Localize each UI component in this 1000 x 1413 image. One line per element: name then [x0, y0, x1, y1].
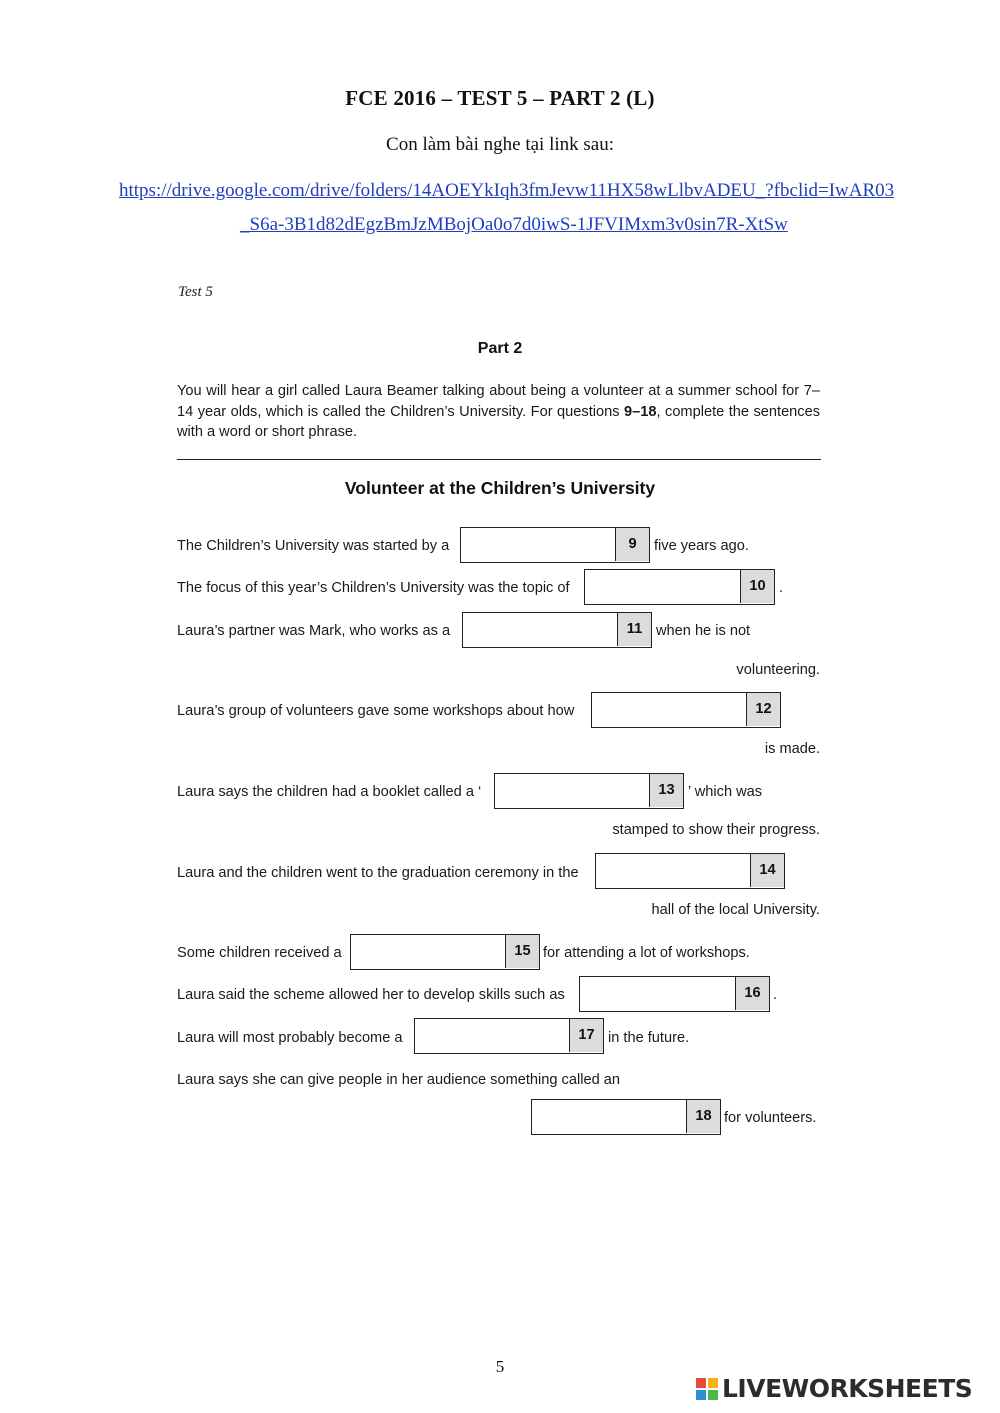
document-subtitle: Con làm bài nghe tại link sau: [386, 134, 614, 155]
section-heading: Volunteer at the Children’s University [344, 478, 656, 498]
question-9-answer-input[interactable] [461, 528, 616, 561]
question-9-text-before: The Children’s University was started by a [177, 538, 450, 554]
liveworksheets-brand-text: LIVEWORKSHEETS [722, 1374, 973, 1403]
question-18-text-after: for volunteers. [724, 1110, 817, 1126]
question-14-number: 14 [750, 854, 784, 887]
question-12-answer-input[interactable] [592, 693, 747, 726]
question-13-text-before: Laura says the children had a booklet called a ‘ [177, 784, 482, 800]
question-16-answer-input[interactable] [580, 977, 736, 1010]
question-18-answer-input[interactable] [532, 1100, 687, 1133]
question-18-text-before: Laura says she can give people in her audience something called an [177, 1072, 620, 1088]
question-13-number: 13 [649, 774, 683, 807]
question-16-number: 16 [735, 977, 769, 1010]
page-number: 5 [495, 1357, 505, 1376]
question-17-text-before: Laura will most probably become a [177, 1030, 403, 1046]
question-9-number: 9 [615, 528, 649, 561]
question-11-text-continued: volunteering. [736, 662, 820, 678]
question-12-text-continued: is made. [764, 741, 820, 757]
question-17-number: 17 [569, 1019, 603, 1052]
question-14-text-before: Laura and the children went to the graduation ceremony in the [177, 865, 579, 881]
drive-link-line-2[interactable]: _S6a-3B1d82dEgzBmJzMBojOa0o7d0iwS-1JFVIMxm3v0sin7R-XtSw [240, 214, 788, 235]
question-16-text-after: . [773, 987, 778, 1003]
question-11-answer-input[interactable] [463, 613, 618, 646]
question-14-text-continued: hall of the local University. [651, 902, 820, 918]
divider [177, 459, 821, 460]
instructions [177, 381, 820, 443]
question-9-answer-box [460, 527, 650, 563]
question-15-answer-box [350, 934, 540, 970]
question-12-answer-box [591, 692, 781, 728]
question-15-text-before: Some children received a [177, 945, 342, 961]
question-9-text-after: five years ago. [654, 538, 749, 554]
question-10-number: 10 [740, 570, 774, 603]
question-17-text-after: in the future. [608, 1030, 690, 1046]
question-11-text-after: when he is not [656, 623, 751, 639]
question-12-text-before: Laura’s group of volunteers gave some workshops about how [177, 703, 575, 719]
document-title: FCE 2016 – TEST 5 – PART 2 (L) [345, 86, 655, 110]
question-18-number: 18 [686, 1100, 720, 1133]
question-17-answer-input[interactable] [415, 1019, 570, 1052]
question-15-answer-input[interactable] [351, 935, 506, 968]
liveworksheets-logo [696, 1374, 972, 1403]
liveworksheets-logo-icon [696, 1378, 718, 1400]
question-16-answer-box [579, 976, 770, 1012]
question-10-text-before: The focus of this year’s Children’s University was the topic of [177, 580, 570, 596]
question-18-answer-box [531, 1099, 721, 1135]
question-13-answer-box [494, 773, 684, 809]
question-10-answer-input[interactable] [585, 570, 741, 603]
question-11-answer-box [462, 612, 652, 648]
question-12-number: 12 [746, 693, 780, 726]
question-16-text-before: Laura said the scheme allowed her to develop skills such as [177, 987, 565, 1003]
question-17-answer-box [414, 1018, 604, 1054]
question-14-answer-input[interactable] [596, 854, 751, 887]
part-heading: Part 2 [477, 340, 523, 357]
question-11-text-before: Laura’s partner was Mark, who works as a [177, 623, 451, 639]
question-15-number: 15 [505, 935, 539, 968]
instructions-after: , complete the sentences with a word or short phrase. [177, 403, 821, 440]
question-13-text-after: ’ which was [688, 784, 763, 800]
drive-link-line-1[interactable]: https://drive.google.com/drive/folders/14AOEYkIqh3fmJevw11HX58wLlbvADEU_?fbclid=IwAR03 [119, 180, 895, 201]
question-10-answer-box [584, 569, 775, 605]
question-13-answer-input[interactable] [495, 774, 650, 807]
question-10-text-after: . [779, 580, 784, 596]
instructions-range: 9–18 [624, 403, 657, 420]
question-14-answer-box [595, 853, 785, 889]
question-11-number: 11 [617, 613, 651, 646]
question-15-text-after: for attending a lot of workshops. [543, 945, 750, 961]
test-label: Test 5 [178, 284, 213, 300]
question-13-text-continued: stamped to show their progress. [612, 822, 820, 838]
instructions-before: You will hear a girl called Laura Beamer talking about being a volunteer at a summer school for 7–14 year olds, which is called the Children’s University. For questions [177, 383, 820, 420]
